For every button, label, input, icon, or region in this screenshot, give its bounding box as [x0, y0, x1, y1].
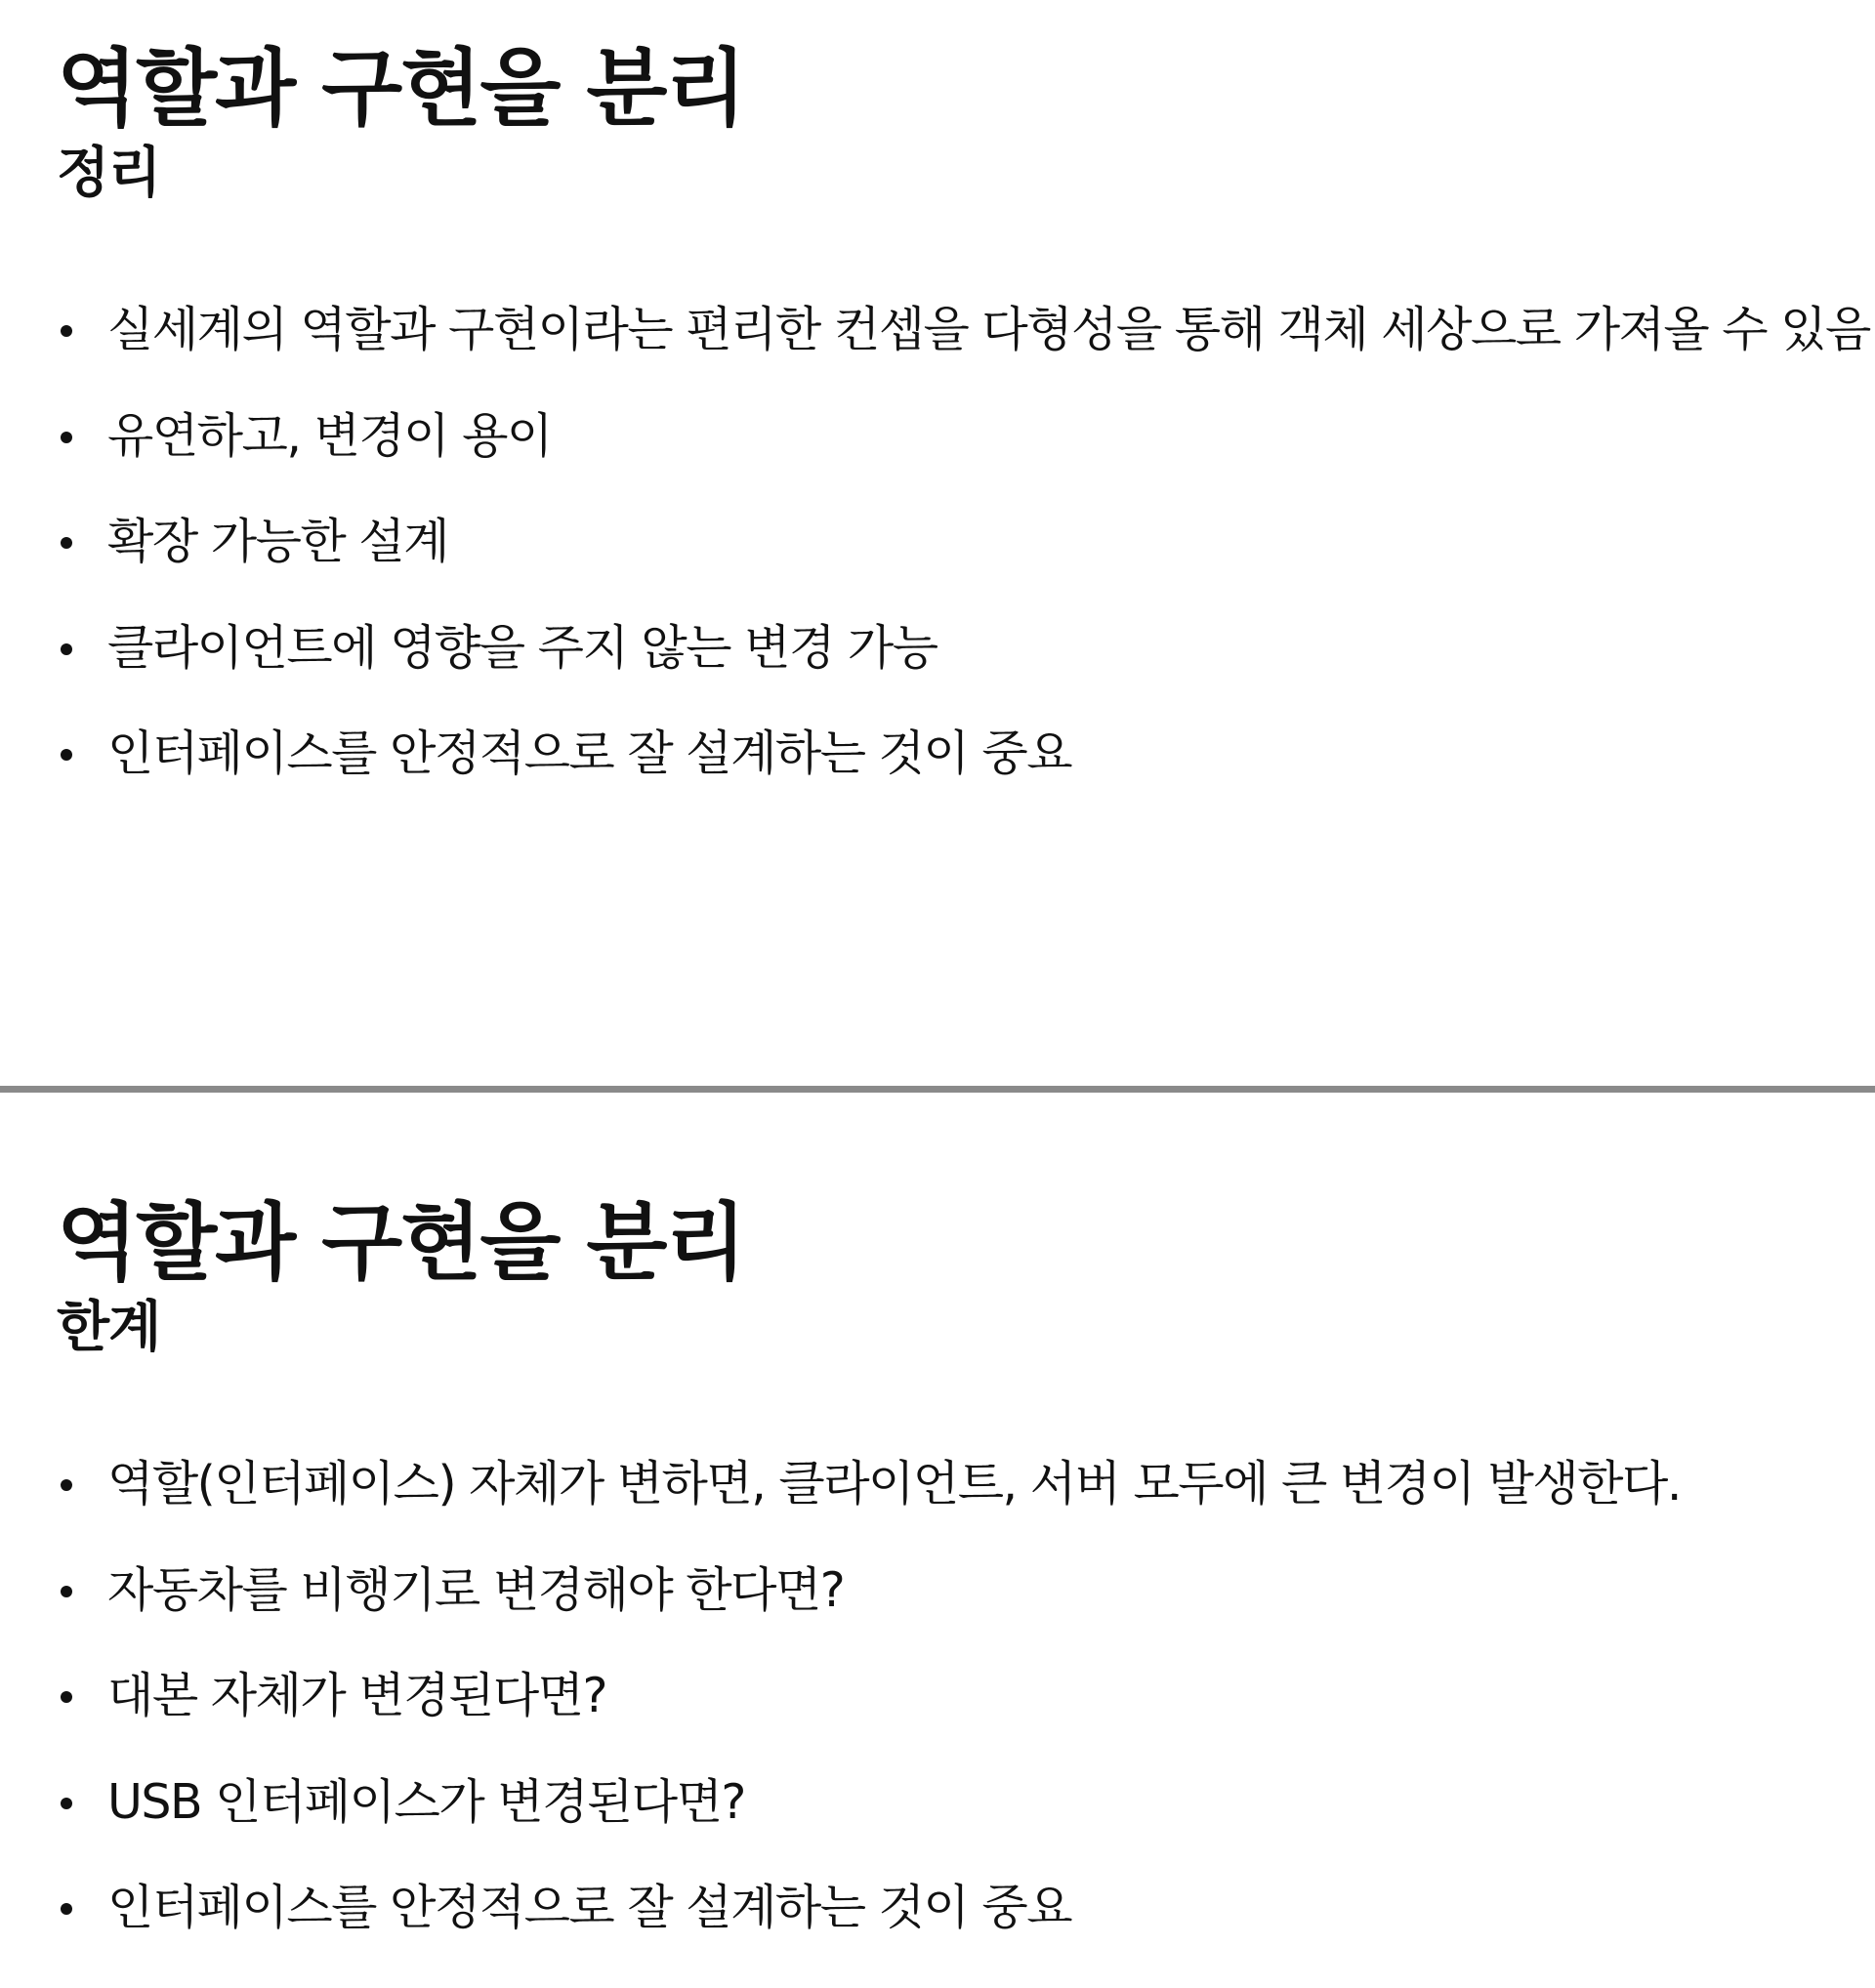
bullet-dot-icon: [61, 1903, 72, 1915]
list-item-text: 인터페이스를 안정적으로 잘 설계하는 것이 중요: [107, 1880, 1072, 1935]
bullet-dot-icon: [61, 643, 72, 655]
slide-subtitle: 정리: [57, 142, 161, 205]
slide-title: 역할과 구현을 분리: [57, 40, 745, 138]
list-item: [57, 511, 1870, 617]
list-item-text: 대본 자체가 변경된다면?: [107, 1668, 606, 1723]
list-item-text: 역할(인터페이스) 자체가 변하면, 클라이언트, 서버 모두에 큰 변경이 발생한다.: [107, 1456, 1681, 1512]
list-item-text: 실세계의 역할과 구현이라는 편리한 컨셉을 다형성을 통해 객체 세상으로 가져올 수 있음: [107, 302, 1870, 357]
bullet-dot-icon: [61, 325, 72, 337]
bullet-dot-icon: [61, 432, 72, 443]
list-item: [57, 1559, 1681, 1666]
list-item-text: 인터페이스를 안정적으로 잘 설계하는 것이 중요: [107, 725, 1072, 781]
list-item-text: 확장 가능한 설계: [107, 514, 448, 569]
list-item: [57, 1877, 1681, 1983]
slide-limitations: [0, 1092, 1875, 1988]
list-item: [57, 1665, 1681, 1771]
list-item: [57, 617, 1870, 724]
bullet-list: [57, 1453, 1681, 1983]
list-item: [57, 723, 1870, 829]
bullet-dot-icon: [61, 1798, 72, 1809]
bullet-dot-icon: [61, 537, 72, 549]
bullet-dot-icon: [61, 749, 72, 761]
list-item: [57, 1771, 1681, 1878]
list-item-text: USB 인터페이스가 변경된다면?: [107, 1773, 745, 1830]
list-item: [57, 299, 1870, 405]
bullet-dot-icon: [61, 1586, 72, 1597]
slide-subtitle: 한계: [57, 1296, 161, 1359]
list-item: [57, 405, 1870, 512]
slide-title: 역할과 구현을 분리: [57, 1194, 745, 1292]
bullet-dot-icon: [61, 1479, 72, 1491]
list-item-text: 유연하고, 변경이 용이: [107, 407, 552, 464]
list-item: [57, 1453, 1681, 1559]
list-item-text: 자동차를 비행기로 변경해야 한다면?: [107, 1561, 845, 1618]
bullet-dot-icon: [61, 1691, 72, 1703]
bullet-list: [57, 299, 1870, 829]
list-item-text: 클라이언트에 영향을 주지 않는 변경 가능: [107, 619, 938, 676]
